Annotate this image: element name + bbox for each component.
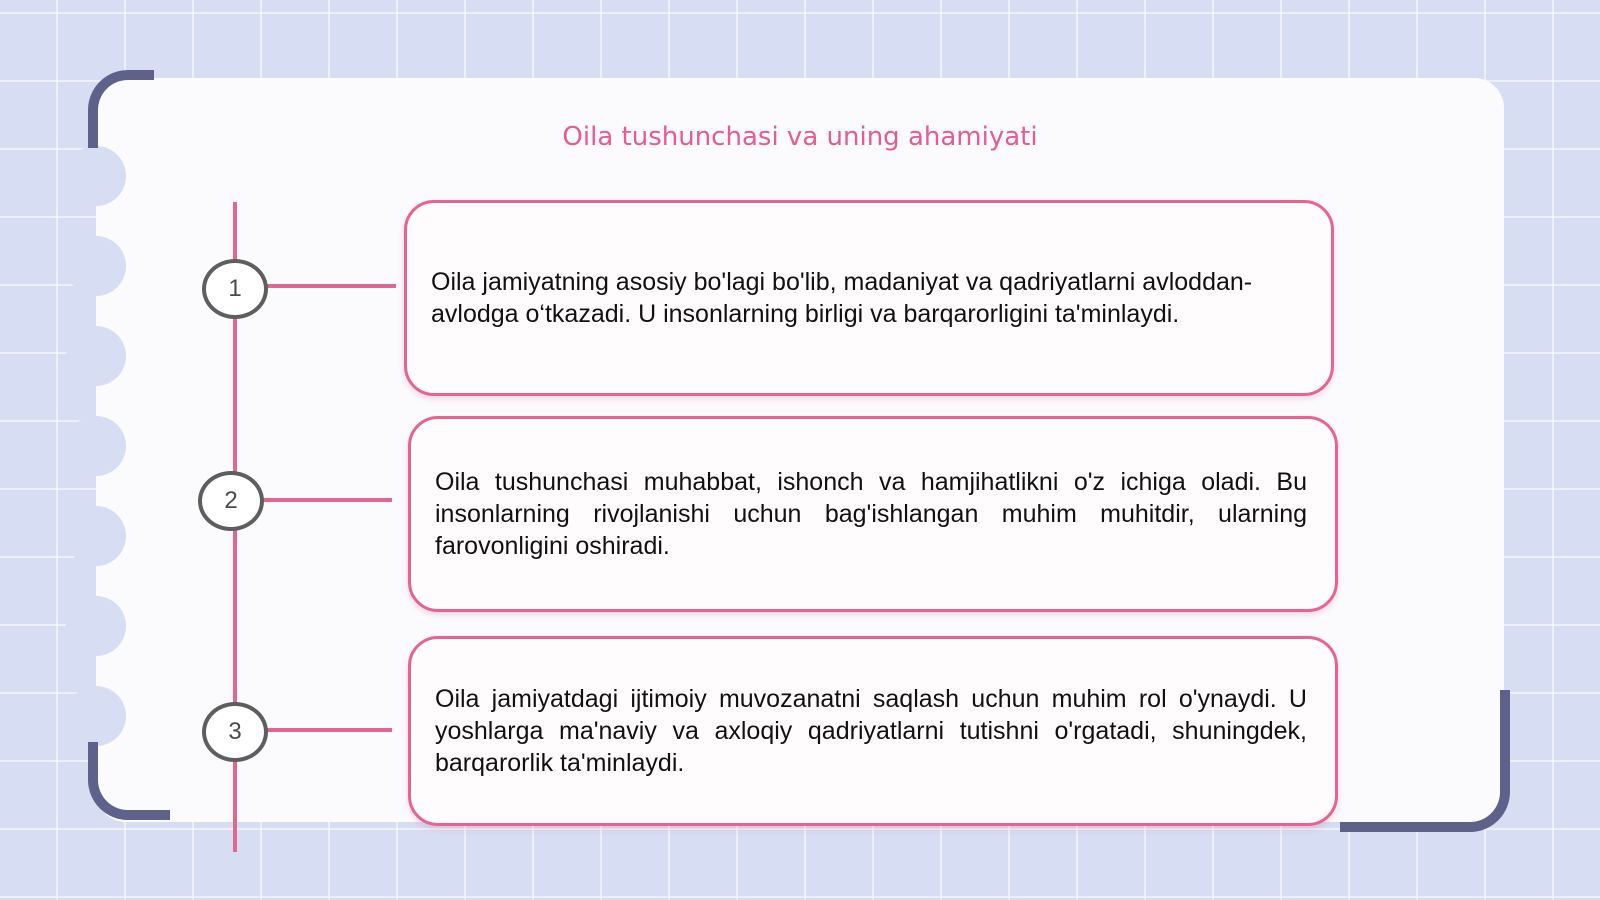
scallop-decoration	[66, 326, 126, 386]
step-text-3: Oila jamiyatdagi ijtimoiy muvozanatni saqlash uchun muhim rol o'ynaydi. U yoshlarga ma'naviy va axloqiy qadriyatlarni tutishni o'rgatadi, shuningdek, barqarorlik ta'minlaydi.	[435, 685, 1307, 777]
scallop-decoration	[66, 596, 126, 656]
scallop-decoration	[66, 686, 126, 746]
slide-title: Oila tushunchasi va uning ahamiyati	[562, 122, 1038, 152]
scallop-decoration	[66, 146, 126, 206]
step-text-2: Oila tushunchasi muhabbat, ishonch va hamjihatlikni o'z ichiga oladi. Bu insonlarning rivojlanishi uchun bag'ishlangan muhim muhitdir, ularning farovonligini oshiradi.	[435, 468, 1307, 560]
step-number-3: 3	[202, 702, 268, 762]
corner-bracket-bottom-right	[1340, 690, 1510, 832]
scallop-decoration	[66, 236, 126, 296]
timeline-connector-2	[262, 498, 392, 502]
step-card-3	[408, 636, 1338, 826]
step-text-1: Oila jamiyatning asosiy bo'lagi bo'lib, madaniyat va qadriyatlarni avloddan-avlodga o‘tkazadi. U insonlarning birligi va barqarorligini ta'minlaydi.	[431, 268, 1253, 328]
timeline-connector-1	[266, 284, 396, 288]
timeline-connector-3	[266, 728, 392, 732]
scallop-decoration	[66, 506, 126, 566]
step-card-2	[408, 416, 1338, 612]
scallop-decoration	[66, 416, 126, 476]
step-number-1: 1	[202, 259, 268, 319]
step-number-2: 2	[198, 471, 264, 531]
step-card-1	[404, 200, 1334, 396]
corner-bracket-bottom-left	[88, 742, 170, 820]
